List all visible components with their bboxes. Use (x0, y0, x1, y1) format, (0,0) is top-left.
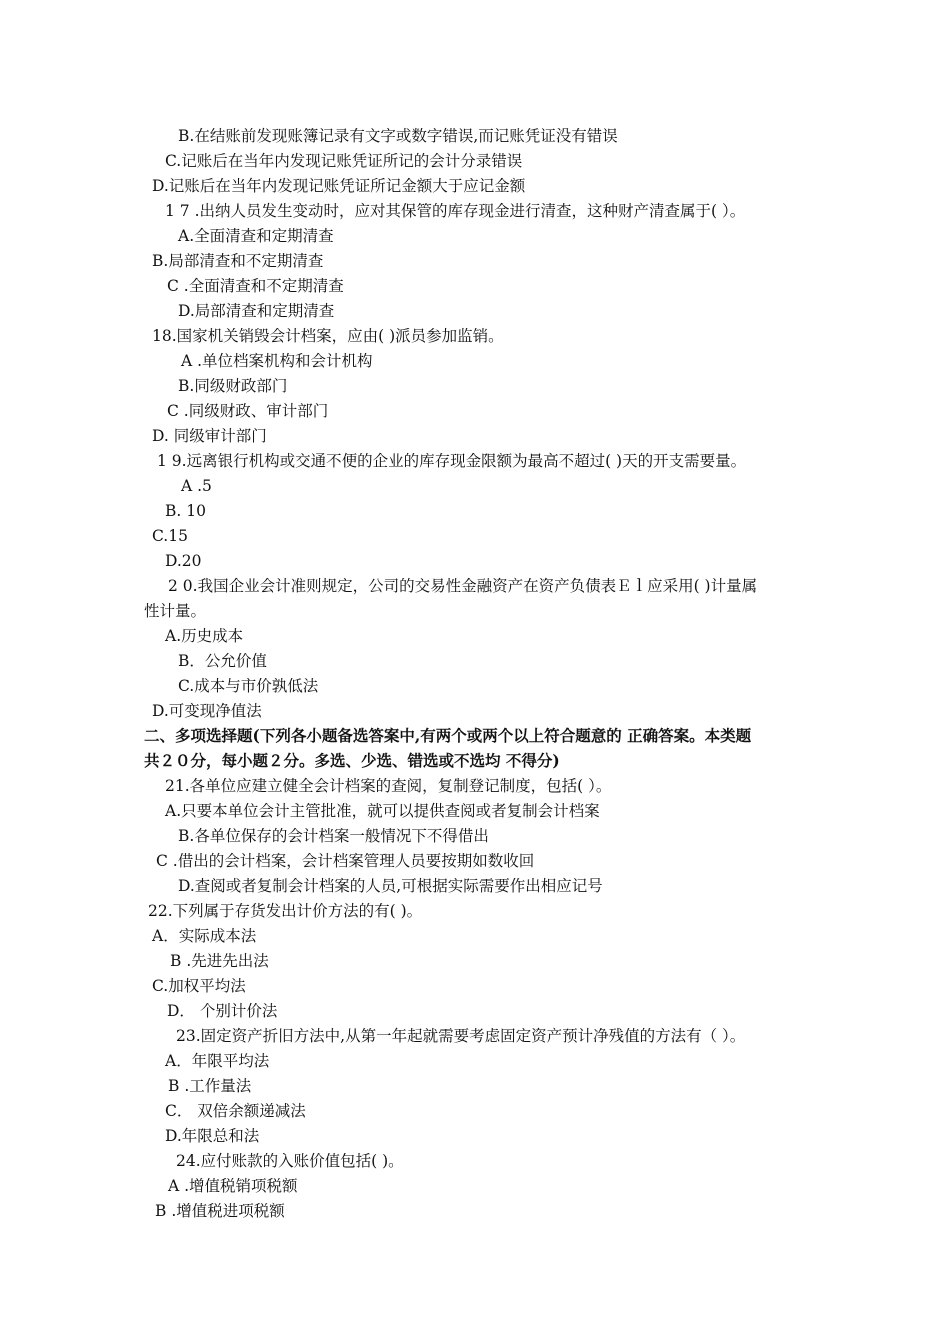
option-24a: A .增值税销项税额 (168, 1177, 298, 1195)
option-24b: B .增值税进项税额 (155, 1202, 285, 1220)
option-23b: B .工作量法 (168, 1077, 252, 1095)
option-17b: B.局部清查和不定期清查 (152, 252, 324, 270)
option-17a: A.全面清查和定期清查 (178, 227, 334, 245)
option-18b: B.同级财政部门 (178, 377, 288, 395)
option-21d: D.查阅或者复制会计档案的人员,可根据实际需要作出相应记号 (178, 877, 603, 895)
option-20b: B．公允价值 (178, 652, 267, 670)
question-22: 22.下列属于存货发出计价方法的有( )。 (148, 902, 423, 920)
question-23: 23.固定资产折旧方法中,从第一年起就需要考虑固定资产预计净残值的方法有（ ）。 (176, 1027, 746, 1045)
option-23d: D.年限总和法 (165, 1127, 260, 1145)
option-19c: C.15 (152, 527, 188, 545)
question-19: 1 9.远离银行机构或交通不便的企业的库存现金限额为最高不超过( )天的开支需要量。 (157, 452, 747, 470)
question-21: 21.各单位应建立健全会计档案的查阅，复制登记制度，包括( ）。 (165, 777, 612, 795)
option-20c: C.成本与市价孰低法 (178, 677, 319, 695)
option-17c: C .全面清查和不定期清查 (167, 277, 344, 295)
option-20d: D.可变现净值法 (152, 702, 262, 720)
option-16b: B.在结账前发现账簿记录有文字或数字错误,而记账凭证没有错误 (178, 127, 618, 145)
question-17: 1 7 .出纳人员发生变动时，应对其保管的库存现金进行清查，这种财产清查属于( ）。 (165, 202, 746, 220)
question-24: 24.应付账款的入账价值包括( )。 (176, 1152, 404, 1170)
option-21c: C .借出的会计档案，会计档案管理人员要按期如数收回 (156, 852, 535, 870)
option-18a: A .单位档案机构和会计机构 (181, 352, 373, 370)
option-23c: C． 双倍余额递减法 (165, 1102, 306, 1120)
option-17d: D.局部清查和定期清查 (178, 302, 335, 320)
option-21a: A.只要本单位会计主管批准，就可以提供查阅或者复制会计档案 (165, 802, 600, 820)
option-21b: B.各单位保存的会计档案一般情况下不得借出 (178, 827, 489, 845)
option-19a: A .5 (181, 477, 212, 495)
option-22c: C.加权平均法 (152, 977, 246, 995)
question-20-continued: 性计量。 (144, 602, 207, 620)
option-18c: C .同级财政、审计部门 (167, 402, 329, 420)
option-22d: D． 个别计价法 (167, 1002, 278, 1020)
option-22a: A．实际成本法 (152, 927, 257, 945)
question-20: 2 0.我国企业会计准则规定，公司的交易性金融资产在资产负债表Ｅｌ应采用( )计量属 (168, 577, 758, 595)
section-heading: 二、多项选择题(下列各小题备选答案中,有两个或两个以上符合题意的 正确答案。本类题 (144, 726, 752, 745)
section-heading-continued: 共２０分，每小题２分。多选、少选、错选或不选均 不得分) (144, 751, 560, 770)
option-19b: B. 10 (165, 502, 206, 520)
option-16c: C.记账后在当年内发现记账凭证所记的会计分录错误 (165, 152, 523, 170)
option-16d: D.记账后在当年内发现记账凭证所记金额大于应记金额 (152, 177, 526, 195)
question-18: 18.国家机关销毁会计档案，应由( )派员参加监销。 (152, 327, 504, 345)
option-18d: D. 同级审计部门 (152, 427, 267, 445)
option-23a: A．年限平均法 (165, 1052, 270, 1070)
option-20a: A.历史成本 (165, 627, 244, 645)
option-19d: D.20 (165, 552, 202, 570)
option-22b: B .先进先出法 (170, 952, 269, 970)
